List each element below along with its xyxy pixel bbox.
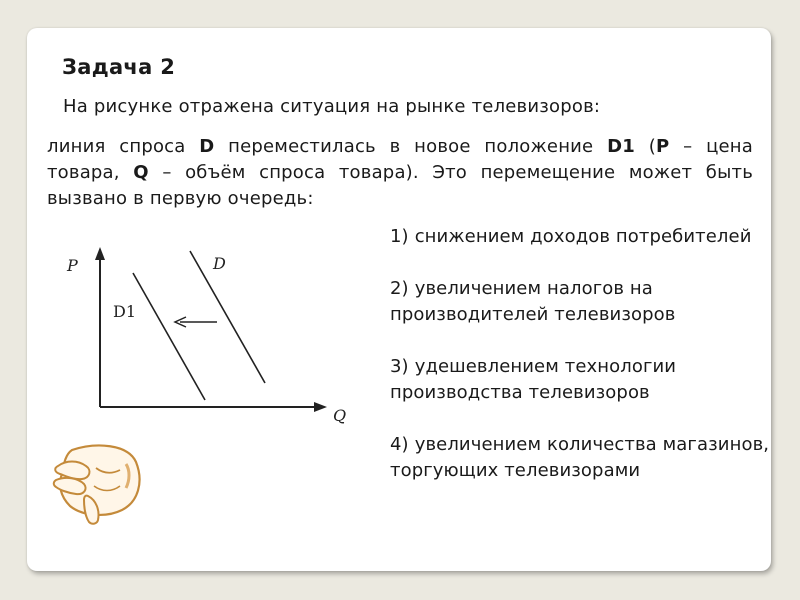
curve-label-d1: D1 [113,302,137,321]
task-lead: На рисунке отражена ситуация на рынке телевизоров: [63,96,601,117]
answer-option-4: 4) увеличением количества магазинов, торгующих телевизорами [390,434,770,481]
answer-options [390,224,770,510]
q-axis-arrowhead [314,402,327,412]
term-q: Q [133,162,149,183]
demand-curve-d [190,251,265,383]
task-problem-text: линия спроса D переместилась в новое положение D1 (P – цена товара, Q – объём спроса товара). Это перемещение может быть вызвано в первую очередь: [47,136,753,209]
pointing-hand-icon [48,440,148,525]
q-axis-label: Q [333,406,347,425]
answer-option-1: 1) снижением доходов потребителей [390,226,752,247]
term-d1: D1 [607,136,635,157]
demand-curve-d1 [133,273,205,400]
answer-option-2: 2) увеличением налогов на производителей телевизоров [390,278,676,325]
term-p: P [655,136,670,157]
task-title: Задача 2 [62,55,176,79]
p-axis-label: P [67,256,78,275]
answer-option-3: 3) удешевлением технологии производства телевизоров [390,356,677,403]
demand-shift-diagram [55,235,365,435]
term-d: D [199,136,215,157]
p-axis-arrowhead [95,247,105,260]
curve-label-d: D [213,254,226,273]
